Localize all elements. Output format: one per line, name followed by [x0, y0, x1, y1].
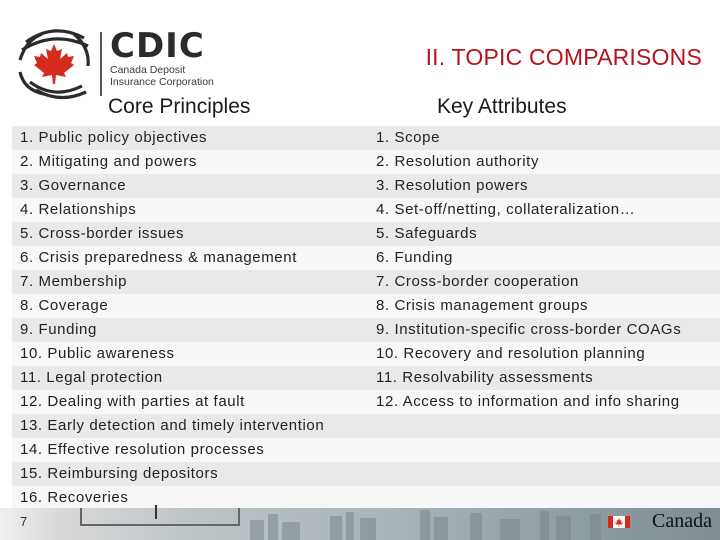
- table-row: [12, 390, 720, 414]
- key-attribute-item: 3. Resolution powers: [376, 177, 529, 194]
- logo-line-1: Canada Deposit: [110, 64, 186, 76]
- core-principle-item: 10. Public awareness: [20, 345, 175, 362]
- key-attribute-item: 10. Recovery and resolution planning: [376, 345, 646, 362]
- logo-divider: [100, 32, 102, 96]
- key-attribute-item: 8. Crisis management groups: [376, 297, 589, 314]
- core-principle-item: 5. Cross-border issues: [20, 225, 185, 242]
- core-principles-heading: Core Principles: [108, 95, 251, 118]
- canada-flag-icon: [608, 516, 630, 528]
- key-attribute-item: 7. Cross-border cooperation: [376, 273, 579, 290]
- key-attribute-item: 11. Resolvability assessments: [376, 369, 594, 386]
- table-row: [12, 222, 720, 246]
- logo-line-2: Insurance Corporation: [110, 76, 214, 88]
- table-row: [12, 150, 720, 174]
- core-principle-item: 7. Membership: [20, 273, 128, 290]
- key-attribute-item: 4. Set-off/netting, collateralization…: [376, 201, 636, 218]
- key-attribute-item: 2. Resolution authority: [376, 153, 540, 170]
- table-row: [12, 174, 720, 198]
- core-principle-item: 11. Legal protection: [20, 369, 163, 386]
- core-principle-item: 16. Recoveries: [20, 489, 129, 506]
- core-principle-item: 13. Early detection and timely intervention: [20, 417, 325, 434]
- table-row: [12, 462, 720, 486]
- footer-mark: [155, 505, 157, 519]
- table-row: [12, 126, 720, 150]
- logo-text: [110, 28, 230, 88]
- key-attribute-item: 5. Safeguards: [376, 225, 478, 242]
- maple-leaf-icon: [14, 20, 94, 100]
- footer-frame: [80, 508, 240, 526]
- core-principle-item: 6. Crisis preparedness & management: [20, 249, 297, 266]
- table-row: [12, 366, 720, 390]
- page-number: 7: [20, 514, 28, 529]
- table-row: [12, 198, 720, 222]
- page-title: II. TOPIC COMPARISONS: [425, 44, 702, 70]
- key-attributes-heading: Key Attributes: [437, 95, 567, 118]
- logo-acronym: CDIC: [110, 26, 205, 66]
- core-principle-item: 9. Funding: [20, 321, 97, 338]
- core-principle-item: 2. Mitigating and powers: [20, 153, 197, 170]
- core-principle-item: 15. Reimbursing depositors: [20, 465, 219, 482]
- table-row: [12, 414, 720, 438]
- core-principle-item: 12. Dealing with parties at fault: [20, 393, 245, 410]
- comparison-table: [12, 126, 720, 510]
- table-row: [12, 246, 720, 270]
- table-row: [12, 318, 720, 342]
- key-attribute-item: 1. Scope: [376, 129, 441, 146]
- key-attribute-item: 12. Access to information and info sharing: [376, 393, 680, 410]
- core-principle-item: 1. Public policy objectives: [20, 129, 208, 146]
- core-principle-item: 4. Relationships: [20, 201, 137, 218]
- table-row: [12, 342, 720, 366]
- core-principle-item: 8. Coverage: [20, 297, 109, 314]
- cdic-logo: [14, 20, 214, 100]
- table-row: [12, 294, 720, 318]
- table-row: [12, 486, 720, 510]
- core-principle-item: 3. Governance: [20, 177, 127, 194]
- canada-wordmark: Canada: [652, 510, 712, 532]
- key-attribute-item: 6. Funding: [376, 249, 453, 266]
- core-principle-item: 14. Effective resolution processes: [20, 441, 265, 458]
- table-row: [12, 270, 720, 294]
- table-row: [12, 438, 720, 462]
- key-attribute-item: 9. Institution-specific cross-border COAGs: [376, 321, 682, 338]
